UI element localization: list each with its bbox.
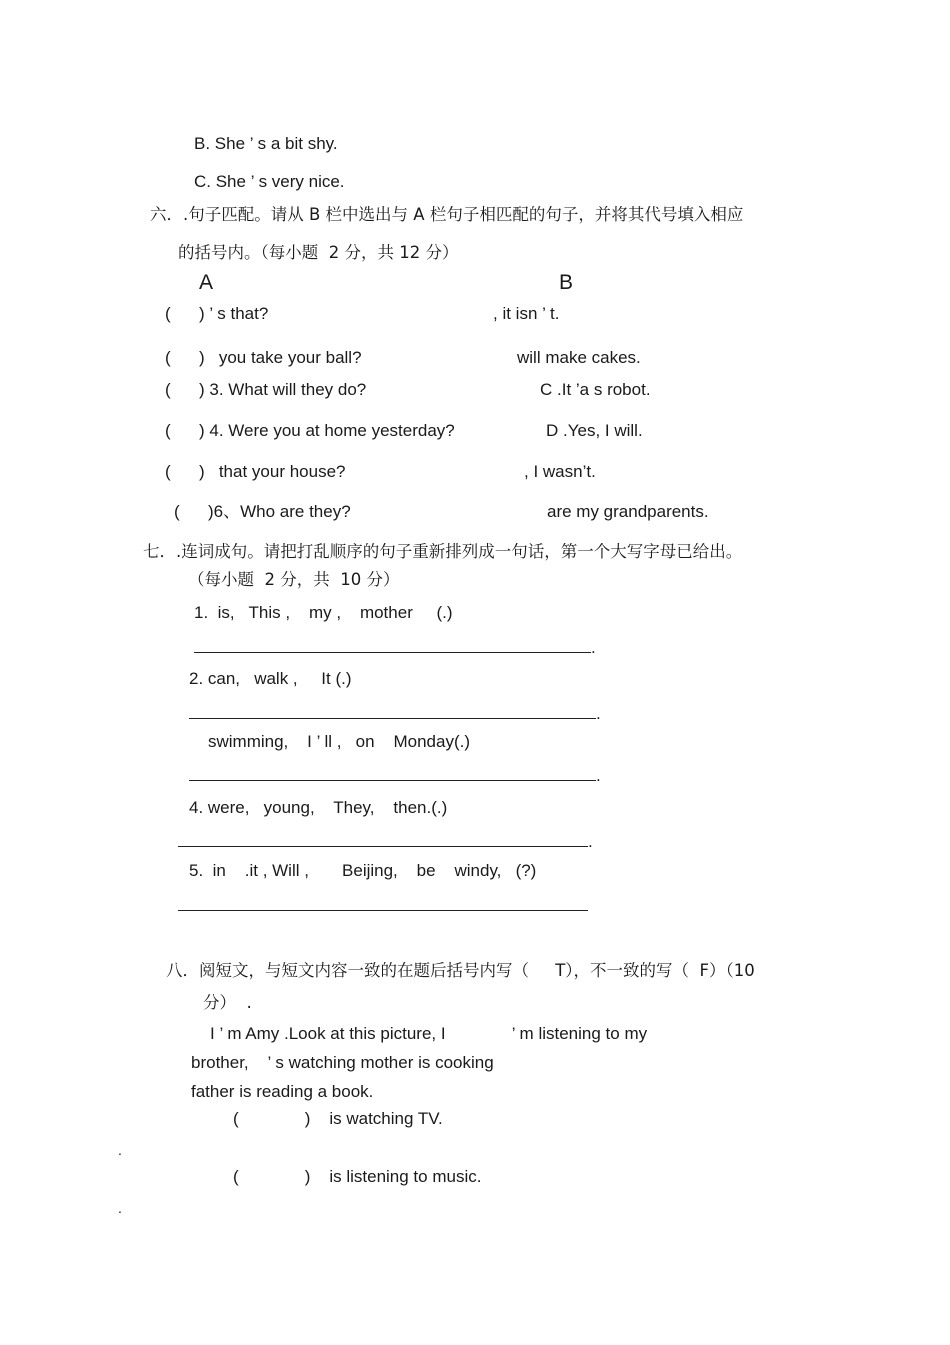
match-a-1: ( ) ’ s that? [165,304,269,323]
column-a-header: A [199,271,214,294]
passage-line-3: father is reading a book. [191,1082,374,1101]
match-a-4: ( ) 4. Were you at home yesterday? [165,421,455,440]
match-b-2: will make cakes. [517,348,641,367]
answer-line-1[interactable] [194,652,591,653]
reorder-item-5: 5. in .it , Will , Beijing, be windy, (?) [189,861,537,880]
match-b-5: , I wasn’t. [524,462,596,481]
reorder-item-2: 2. can, walk , It (.) [189,669,352,688]
judge-question-2: ( ) is listening to music. [233,1167,482,1186]
reorder-item-3: swimming, I ’ ll , on Monday(.) [208,732,470,751]
answer-line-4[interactable] [178,846,588,847]
answer-line-4-period: . [588,832,593,851]
match-b-6: are my grandparents. [547,502,709,521]
answer-line-3[interactable] [189,780,596,781]
match-b-3: C .It ’a s robot. [540,380,651,399]
option-b: B. She ’ s a bit shy. [194,134,338,153]
section8-title: 八．阅短文，与短文内容一致的在题后括号内写（ T），不一致的写（ F）（10 [166,961,755,980]
judge-question-1: ( ) is watching TV. [233,1109,443,1128]
answer-line-3-period: . [596,766,601,785]
passage-line-1: I ’ m Amy .Look at this picture, I ’ m listening to my [210,1024,648,1043]
margin-dot-1: . [118,1142,122,1158]
answer-line-2[interactable] [189,718,596,719]
match-a-2: ( ) you take your ball? [165,348,362,367]
match-b-4: D .Yes, I will. [546,421,643,440]
reorder-item-1: 1. is, This , my , mother (.) [194,603,453,622]
match-a-5: ( ) that your house? [165,462,346,481]
reorder-item-4: 4. were, young, They, then.(.) [189,798,448,817]
section8-subtitle: 分） . [203,993,252,1012]
answer-line-5[interactable] [178,910,588,911]
section6-title: 六．.句子匹配。请从 B 栏中选出与 A 栏句子相匹配的句子，并将其代号填入相应 [150,205,744,224]
margin-dot-2: . [118,1200,122,1216]
match-a-6: ( )6、Who are they? [174,502,351,521]
passage-line-2: brother, ’ s watching mother is cooking [191,1053,494,1072]
column-b-header: B [559,271,574,294]
match-a-3: ( ) 3. What will they do? [165,380,367,399]
section6-subtitle: 的括号内。（每小题 2 分，共 12 分） [178,243,459,262]
answer-line-2-period: . [596,704,601,723]
section7-title: 七．.连词成句。请把打乱顺序的句子重新排列成一句话，第一个大写字母已给出。 [143,542,743,561]
match-b-1: , it isn ’ t. [493,304,560,323]
answer-line-1-period: . [591,638,596,657]
option-c: C. She ’ s very nice. [194,172,345,191]
section7-subtitle: （每小题 2 分，共 10 分） [188,570,400,589]
